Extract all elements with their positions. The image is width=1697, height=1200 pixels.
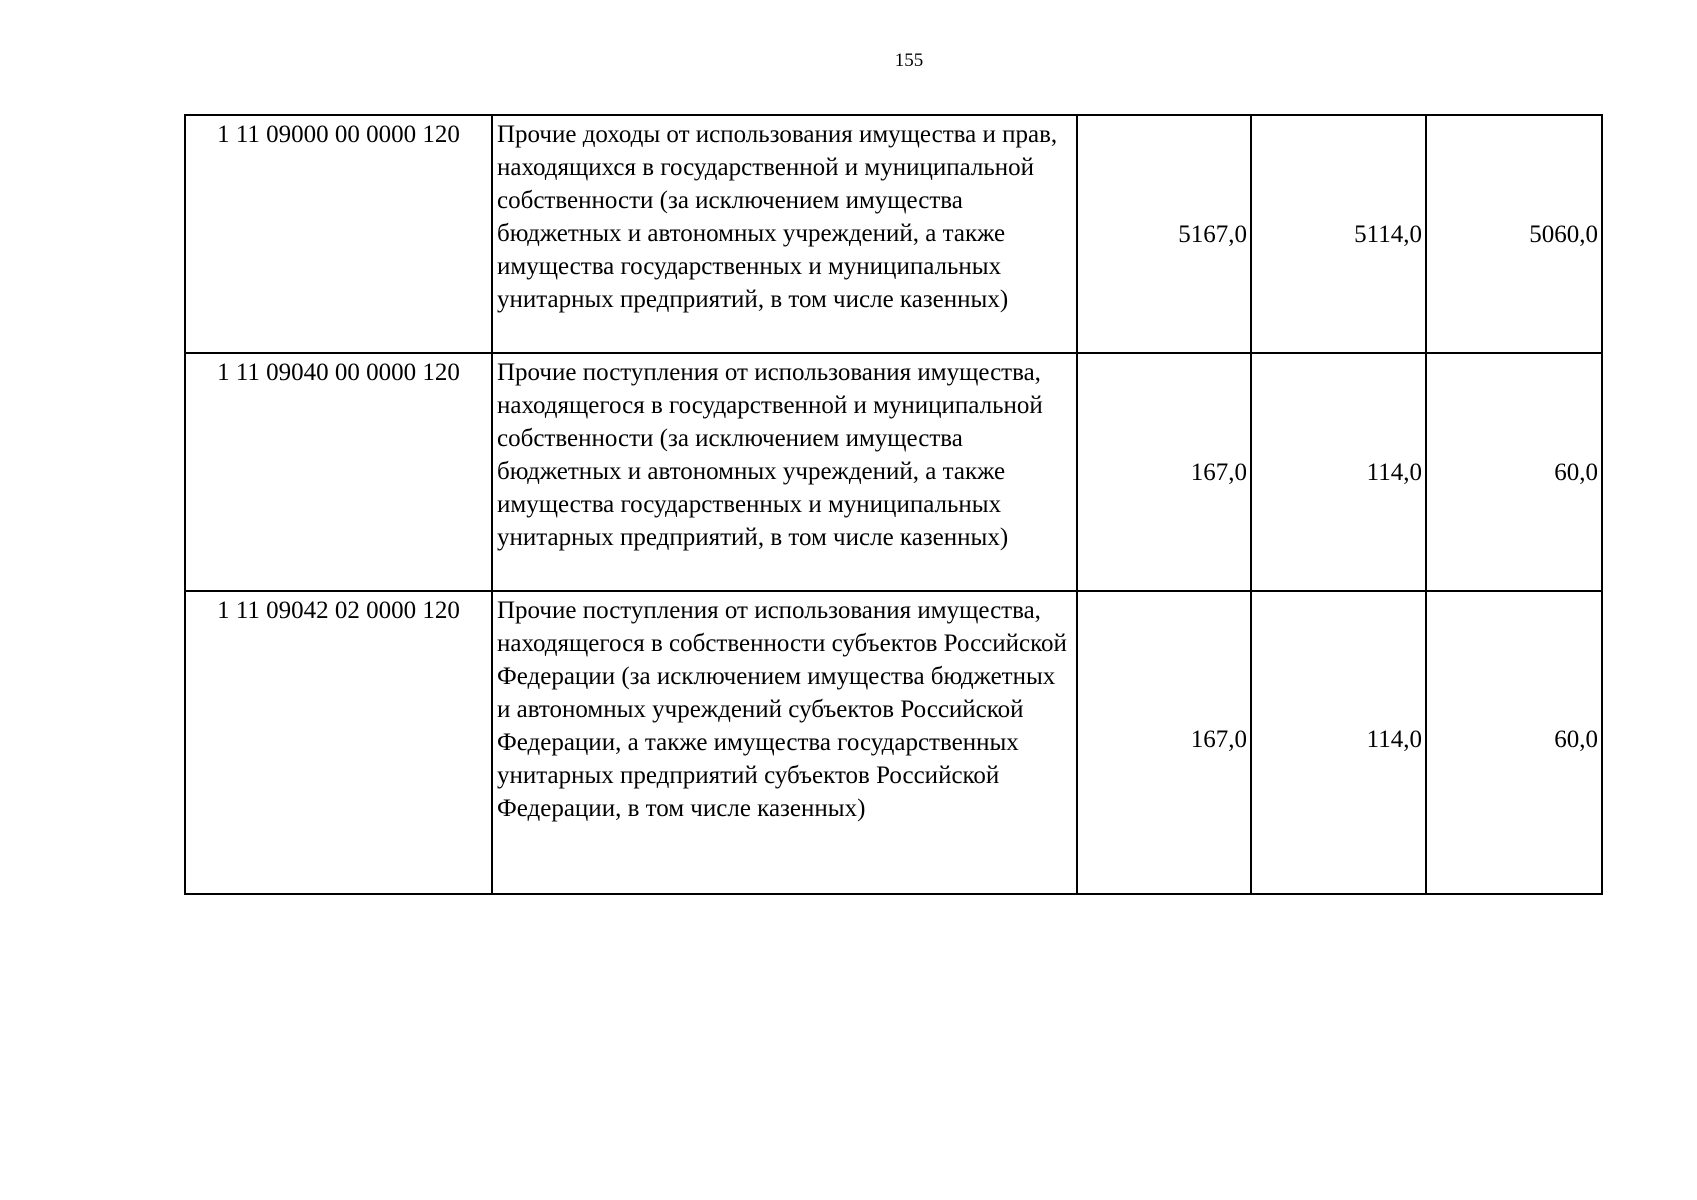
table-row (185, 115, 1602, 353)
value-cell-3: 60,0 (1426, 591, 1602, 894)
value-cell-2: 5114,0 (1251, 115, 1426, 353)
income-name-cell: Прочие доходы от использования имущества и прав, находящихся в государственной и муниципальной собственности (за исключением имущества бюджетных и автономных учреждений, а также имущества государственных и муниципальных унитарных предприятий, в том числе казенных) (492, 115, 1077, 353)
value-cell-3: 5060,0 (1426, 115, 1602, 353)
income-code-cell: 1 11 09000 00 0000 120 (185, 115, 492, 353)
value-cell-1: 5167,0 (1077, 115, 1251, 353)
income-name-cell: Прочие поступления от использования имущества, находящегося в собственности субъектов Российской Федерации (за исключением имущества бюджетных и автономных учреждений субъектов Российской Федерации, а также имущества государственных унитарных предприятий субъектов Российской Федерации, в том числе казенных) (492, 591, 1077, 894)
table-row (185, 353, 1602, 591)
income-code-cell: 1 11 09040 00 0000 120 (185, 353, 492, 591)
budget-table (184, 114, 1603, 895)
page-number: 155 (894, 50, 924, 71)
value-cell-3: 60,0 (1426, 353, 1602, 591)
value-cell-1: 167,0 (1077, 591, 1251, 894)
income-code-cell: 1 11 09042 02 0000 120 (185, 591, 492, 894)
table-row (185, 591, 1602, 894)
value-cell-1: 167,0 (1077, 353, 1251, 591)
value-cell-2: 114,0 (1251, 591, 1426, 894)
value-cell-2: 114,0 (1251, 353, 1426, 591)
income-name-cell: Прочие поступления от использования имущества, находящегося в государственной и муниципальной собственности (за исключением имущества бюджетных и автономных учреждений, а также имущества государственных и муниципальных унитарных предприятий, в том числе казенных) (492, 353, 1077, 591)
